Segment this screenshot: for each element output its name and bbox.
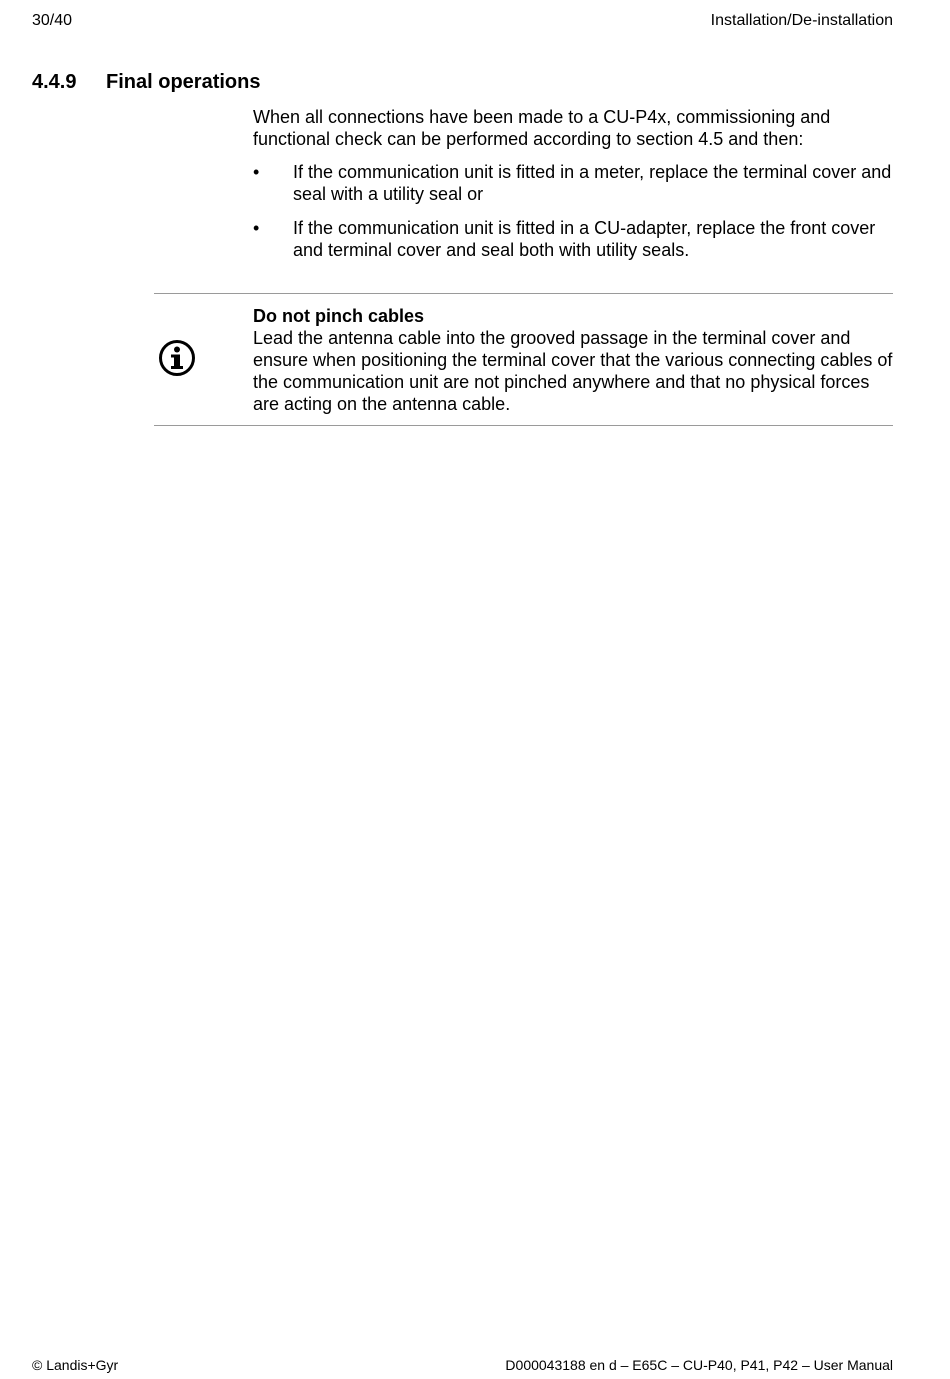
info-icon [158,339,196,377]
copyright: © Landis+Gyr [32,1357,119,1373]
section-title: Final operations [106,71,261,93]
list-item [253,217,898,261]
list-item-text: If the communication unit is fitted in a CU-adapter, replace the front cover and terminal cover and seal both with utility seals. [293,218,876,260]
bullet-marker: • [253,162,260,182]
list-item [253,161,898,205]
intro-paragraph: When all connections have been made to a CU-P4x, commissioning and functional check can be performed according to section 4.5 and then: [253,107,831,149]
page-number: 30/40 [32,12,73,29]
section-number: 4.4.9 [32,71,77,93]
note-top-divider [154,293,893,294]
note-title: Do not pinch cables [253,306,425,326]
document-reference: D000043188 en d – E65C – CU-P40, P41, P42 – User Manual [505,1357,893,1373]
bullet-list [253,161,898,273]
chapter-title: Installation/De-installation [710,12,893,29]
note-text: Lead the antenna cable into the grooved passage in the terminal cover and ensure when positioning the terminal cover that the various connecting cables of the communication unit are not pinched anywhere and that no physical forces are acting on the antenna cable. [253,328,893,414]
list-item-text: If the communication unit is fitted in a meter, replace the terminal cover and seal with a utility seal or [293,162,892,204]
note-bottom-divider [154,425,893,426]
bullet-marker: • [253,218,260,238]
